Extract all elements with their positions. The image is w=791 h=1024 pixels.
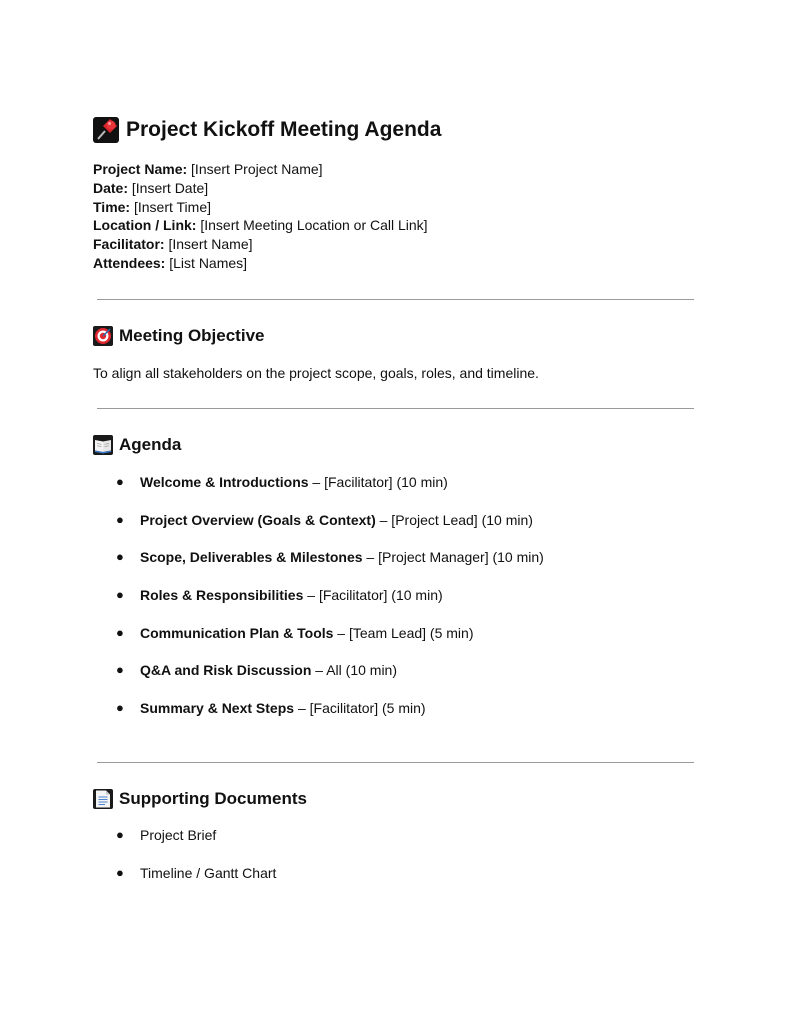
agenda-detail: – [Project Lead] (10 min): [375, 512, 533, 528]
supporting-item-text: Project Brief: [140, 827, 217, 843]
horizontal-divider: [97, 762, 694, 763]
agenda-detail: – [Team Lead] (5 min): [333, 625, 474, 641]
detail-value: [Insert Meeting Location or Call Link]: [200, 217, 428, 234]
detail-time: [93, 198, 428, 217]
bullet-dot: ●: [116, 625, 124, 640]
agenda-topic: Scope, Deliverables & Milestones: [140, 549, 363, 565]
horizontal-divider: [97, 299, 694, 300]
supporting-heading-row: [93, 787, 307, 811]
pushpin-icon: [93, 117, 119, 143]
bullet-dot: ●: [116, 474, 124, 489]
objective-heading: Meeting Objective: [119, 326, 265, 345]
detail-value: [Insert Time]: [133, 198, 212, 215]
supporting-item-text: Timeline / Gantt Chart: [140, 865, 277, 881]
detail-date: [93, 179, 428, 198]
detail-value: [Insert Project Name]: [191, 161, 323, 177]
agenda-detail: – [Facilitator] (5 min): [294, 700, 426, 716]
horizontal-divider: [97, 408, 694, 409]
bullet-dot: ●: [116, 512, 124, 527]
agenda-detail: – [Project Manager] (10 min): [362, 549, 544, 565]
detail-value: [Insert Date]: [131, 179, 209, 196]
agenda-heading: Agenda: [119, 435, 182, 454]
document-title-row: [93, 116, 441, 144]
open-book-icon: [93, 435, 113, 455]
agenda-topic: Welcome & Introductions: [140, 474, 309, 490]
agenda-topic: Q&A and Risk Discussion: [140, 662, 312, 678]
page-title: Project Kickoff Meeting Agenda: [126, 118, 442, 141]
objective-text: To align all stakeholders on the project scope, goals, roles, and timeline.: [93, 365, 539, 381]
agenda-detail: – [Facilitator] (10 min): [303, 587, 443, 603]
detail-label: Time:: [93, 198, 131, 215]
agenda-detail: – [Facilitator] (10 min): [308, 474, 448, 490]
detail-label: Facilitator:: [93, 236, 165, 253]
detail-value: [List Names]: [169, 254, 248, 271]
supporting-heading: Supporting Documents: [119, 789, 307, 808]
bullet-dot: ●: [116, 827, 124, 842]
detail-label: Location / Link:: [93, 217, 197, 234]
detail-facilitator: [93, 235, 428, 254]
detail-attendees: [93, 254, 428, 273]
page-facing-up-icon: [93, 789, 113, 809]
detail-project-name: [93, 160, 428, 179]
agenda-topic: Summary & Next Steps: [140, 700, 295, 716]
bullet-dot: ●: [116, 662, 124, 677]
detail-label: Attendees:: [93, 254, 166, 271]
detail-label: Project Name:: [93, 161, 188, 177]
target-icon: [93, 326, 113, 346]
agenda-topic: Project Overview (Goals & Context): [140, 512, 376, 528]
bullet-dot: ●: [116, 549, 124, 564]
bullet-dot: ●: [116, 865, 124, 880]
agenda-heading-row: [93, 433, 181, 457]
meeting-details: [93, 160, 428, 273]
agenda-topic: Roles & Responsibilities: [140, 587, 304, 603]
bullet-dot: ●: [116, 587, 124, 602]
objective-heading-row: [93, 324, 264, 348]
detail-location: [93, 216, 428, 235]
agenda-topic: Communication Plan & Tools: [140, 625, 334, 641]
bullet-dot: ●: [116, 700, 124, 715]
detail-label: Date:: [93, 179, 129, 196]
agenda-detail: – All (10 min): [311, 662, 398, 678]
detail-value: [Insert Name]: [168, 236, 253, 253]
